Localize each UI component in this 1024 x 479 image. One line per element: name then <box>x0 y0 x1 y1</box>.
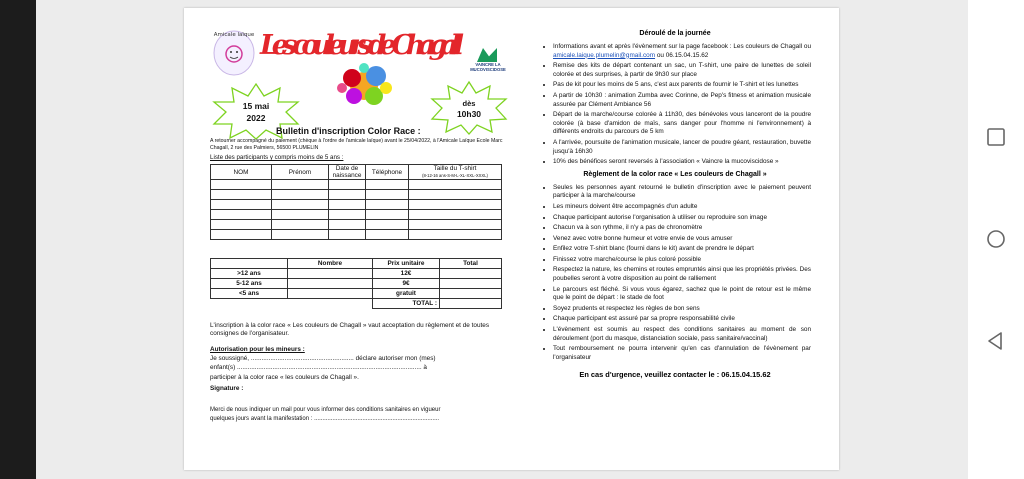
schedule-item: • Remise des kits de départ contenant un sac, un T-shirt, une paire de lunettes de soleil colorée et des surprises, à partir de 9h30 sur place <box>553 62 811 79</box>
price-row-label: <5 ans <box>211 289 288 299</box>
header-prenom: Prénom <box>272 165 329 180</box>
price-table <box>210 258 502 309</box>
header-tshirt <box>409 165 502 180</box>
rule-item: • Soyez prudents et respectez les règles de bon sens <box>553 305 811 314</box>
price-row-total[interactable] <box>440 269 502 279</box>
participants-list-label: Liste des participants y compris moins de 5 ans : <box>210 154 344 161</box>
acceptance-text: L'inscription à la color race « Les couleurs de Chagall » vaut acceptation du règlement et de toutes consignes de l'organisateur. <box>210 322 490 338</box>
square-icon[interactable] <box>986 127 1006 147</box>
schedule-item: • 10% des bénéfices seront reversés à l'association « Vaincre la mucoviscidose » <box>553 158 811 167</box>
schedule-item: • Pas de kit pour les moins de 5 ans, c'est aux parents de fournir le T-shirt et les lunettes <box>553 81 811 90</box>
tshirt-sizes-text: (8-12-16 ans-S-M-L-XL-XXL-XXXL) <box>422 173 488 178</box>
form-heading: Bulletin d'inscription Color Race : <box>276 126 421 136</box>
paint-splash-image <box>324 56 404 114</box>
price-row <box>211 269 502 279</box>
price-total-row <box>211 299 502 309</box>
rules-list <box>539 184 811 363</box>
form-intro: A retourner accompagné du paiement (chèque à l'ordre de l'amicale laïque) avant le 25/04/2022, à l'Amicale Laïque Ecole Marc Chagall, 2 rue des Palmiers, 56500 PLUMELIN <box>210 138 503 151</box>
price-row-price: 12€ <box>373 269 440 279</box>
price-row-price: 9€ <box>373 279 440 289</box>
partner-logo-text: VAINCRE LA MUCOVISCIDOSE <box>470 62 506 72</box>
participants-table <box>210 164 502 240</box>
email-request-line-2: quelques jours avant la manifestation : ........................................................................... <box>210 416 440 422</box>
schedule-item: • A l'arrivée, poursuite de l'animation musicale, lancer de poudre géant, restauration, buvette jusqu'à 16h30 <box>553 139 811 156</box>
time-starburst <box>428 80 510 136</box>
rule-item: • Chacun va à son rythme, il n'y a pas de chronomètre <box>553 224 811 233</box>
price-row-label: >12 ans <box>211 269 288 279</box>
document-page <box>184 8 839 470</box>
system-navigation-bar <box>968 0 1024 479</box>
minors-line-3: participer à la color race « les couleurs de Chagall ». <box>210 374 359 381</box>
start-time-value: 10h30 <box>456 109 482 119</box>
signature-label: Signature : <box>210 385 244 392</box>
total-label: TOTAL : <box>373 299 440 309</box>
rule-item: • Finissez votre marche/course le plus coloré possible <box>553 256 811 265</box>
minors-heading: Autorisation pour les mineurs : <box>210 346 305 353</box>
partner-logo <box>465 48 511 74</box>
schedule-item-text: Informations avant et après l'évènement sur la page facebook : Les couleurs de Chagall ou <box>553 43 811 50</box>
minors-line-2: enfant(s) ........................................................................................................ à <box>210 364 427 371</box>
participant-row[interactable] <box>211 180 502 190</box>
participants-header-row <box>211 165 502 180</box>
price-row-count[interactable] <box>288 289 373 299</box>
rule-item: • Respectez la nature, les chemins et routes empruntés ainsi que les propriétés privées. Des poubelles seront à votre disposition au point de ralliement <box>553 266 811 283</box>
rules-title: Règlement de la color race « Les couleurs de Chagall » <box>583 170 767 178</box>
price-header-blank <box>211 259 288 269</box>
contact-email-link[interactable]: amicale.laique.plumelin@gmail.com <box>553 51 656 59</box>
schedule-item-text: ou 06.15.04.15.62 <box>655 51 709 59</box>
schedule-list <box>539 43 811 167</box>
participant-row[interactable] <box>211 210 502 220</box>
price-header-prix: Prix unitaire <box>373 259 440 269</box>
price-row-total[interactable] <box>440 289 502 299</box>
schedule-item: • A partir de 10h30 : animation Zumba avec Corinne, de Pep's fitness et animation musicale assurée par Clément Ambiance 56 <box>553 92 811 109</box>
price-row-total[interactable] <box>440 279 502 289</box>
event-date-year: 2022 <box>246 113 266 123</box>
rule-item: • Chaque participant autorise l'organisation à utiliser ou reproduire son image <box>553 214 811 223</box>
header-telephone: Téléphone <box>366 165 409 180</box>
price-row <box>211 279 502 289</box>
start-time-label: dès <box>462 99 476 108</box>
partner-logo-icon <box>477 48 497 62</box>
schedule-item <box>553 43 811 60</box>
header-nom: NOM <box>211 165 272 180</box>
rule-item: • Enfilez votre T-shirt blanc (fourni dans le kit) avant de prendre le départ <box>553 245 811 254</box>
participant-row[interactable] <box>211 200 502 210</box>
participant-row[interactable] <box>211 190 502 200</box>
price-header-nombre: Nombre <box>288 259 373 269</box>
email-request-line-1: Merci de nous indiquer un mail pour vous informer des conditions sanitaires en vigueur <box>210 407 441 413</box>
triangle-back-icon[interactable] <box>986 331 1006 351</box>
viewer-area <box>36 0 968 479</box>
event-date-day: 15 mai <box>242 101 270 111</box>
price-header-total: Total <box>440 259 502 269</box>
participant-row[interactable] <box>211 230 502 240</box>
rule-item: • Tout remboursement ne pourra intervenir qu'en cas d'annulation de l'évènement par l'organisateur <box>553 345 811 362</box>
amicale-logo <box>210 28 258 78</box>
price-row <box>211 289 502 299</box>
rule-item: • Venez avec votre bonne humeur et votre envie de vous amuser <box>553 235 811 244</box>
rule-item: • Les mineurs doivent être accompagnés d'un adulte <box>553 203 811 212</box>
emergency-contact: En cas d'urgence, veuillez contacter le : 06.15.04.15.62 <box>579 370 771 380</box>
right-column <box>539 30 811 385</box>
rule-item: • L'évènement est soumis au respect des conditions sanitaires au moment de son déroulement (port du masque, distanciation sociale, pass sanitaire/vaccinal) <box>553 326 811 343</box>
event-title-text: Les couleurs de Chagall <box>260 30 464 61</box>
header-date-naissance: Date de naissance <box>329 165 366 180</box>
price-row-price: gratuit <box>373 289 440 299</box>
schedule-title: Déroulé de la journée <box>639 30 711 37</box>
minors-line-1: Je soussigné, .......................................................... déclare autoriser mon (mes) <box>210 355 436 362</box>
circle-icon[interactable] <box>986 229 1006 249</box>
price-header-row <box>211 259 502 269</box>
grand-total-cell[interactable] <box>440 299 502 309</box>
price-row-count[interactable] <box>288 269 373 279</box>
price-row-count[interactable] <box>288 279 373 289</box>
rule-item: • Seules les personnes ayant retourné le bulletin d'inscription avec le paiement peuvent participer à la marche/course <box>553 184 811 201</box>
participant-row[interactable] <box>211 220 502 230</box>
price-row-label: 5-12 ans <box>211 279 288 289</box>
logo-text: Amicale laïque <box>213 32 255 38</box>
header-tshirt-label: Taille du T-shirt <box>433 165 477 172</box>
rule-item: • Chaque participant est assuré par sa propre responsabilité civile <box>553 315 811 324</box>
schedule-item: • Départ de la marche/course colorée à 11h30, des bénévoles vous lanceront de la poudre colorée (à base d'amidon de maïs, sans danger pour l'homme ni l'environnement) à différents endroits du parcours de 5 km <box>553 111 811 137</box>
rule-item: • Le parcours est fléché. Si vous vous égarez, sachez que le point de retour est le même que le point de départ : le stade de foot <box>553 286 811 303</box>
